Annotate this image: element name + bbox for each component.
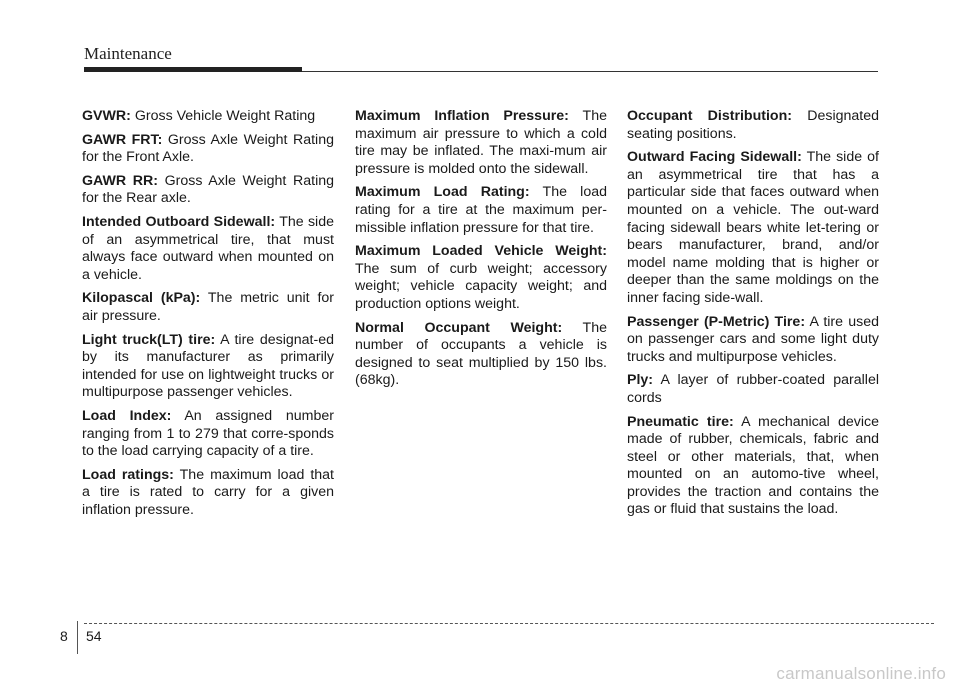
glossary-entry <box>82 108 334 126</box>
glossary-term: GAWR FRT: <box>82 131 163 148</box>
glossary-entry <box>82 467 334 520</box>
section-title: Maintenance <box>84 44 172 63</box>
glossary-term: GAWR RR: <box>82 172 158 189</box>
glossary-column-2 <box>355 108 607 396</box>
glossary-term: Occupant Distribution: <box>627 108 792 124</box>
glossary-entry <box>82 173 334 208</box>
glossary-term: Ply: <box>627 372 654 389</box>
glossary-definition: Gross Vehicle Weight Rating <box>134 108 316 124</box>
glossary-entry <box>355 184 607 237</box>
glossary-term: Normal Occupant Weight: <box>355 319 563 336</box>
glossary-definition: A tire designat-ed by its manufacturer as primarily intended for use on lightweight trucks or multipurpose passenger vehicles. <box>82 331 334 401</box>
glossary-entry <box>627 372 879 407</box>
glossary-term: Load ratings: <box>82 466 174 483</box>
glossary-definition: The side of an asymmetrical tire that has a particular side that faces outward when mounted on a vehicle. The out-ward facing sidewall bears white let-tering or bears manufacturer, brand, and/or model name molding that is higher or deeper than the same moldings on the inner facing side-wall. <box>627 149 879 306</box>
glossary-entry <box>627 314 879 367</box>
glossary-entry <box>627 108 879 143</box>
glossary-definition: A mechanical device made of rubber, chemicals, fabric and steel or other materials, that, when mounted on an automo-tive wheel, provides the traction and contains the gas or fluid that sustains the load. <box>627 413 879 518</box>
glossary-entry <box>355 320 607 390</box>
glossary-column-1 <box>82 108 334 525</box>
glossary-entry <box>355 108 607 178</box>
glossary-definition: The metric unit for air pressure. <box>82 290 335 324</box>
glossary-definition: Gross Axle Weight Rating for the Front Axle. <box>82 131 334 166</box>
glossary-term: Pneumatic tire: <box>627 413 734 430</box>
glossary-entry <box>82 214 334 284</box>
glossary-term: Passenger (P-Metric) Tire: <box>627 313 806 330</box>
glossary-term: Light truck(LT) tire: <box>82 331 216 348</box>
glossary-term: Maximum Inflation Pressure: <box>355 108 569 124</box>
glossary-definition: The maximum load that a tire is rated to carry for a given inflation pressure. <box>82 466 335 518</box>
glossary-definition: A tire used on passenger cars and some light duty trucks and multipurpose vehicles. <box>627 313 879 365</box>
glossary-entry <box>627 414 879 520</box>
glossary-definition: The number of occupants a vehicle is designed to seat multiplied by 150 lbs. (68kg). <box>355 319 607 389</box>
glossary-entry <box>82 132 334 167</box>
glossary-entry <box>82 290 334 325</box>
glossary-term: GVWR: <box>82 108 131 124</box>
glossary-term: Maximum Loaded Vehicle Weight: <box>355 243 607 260</box>
glossary-definition: The load rating for a tire at the maximum per-missible inflation pressure for that tire. <box>355 184 607 236</box>
footer-rule <box>84 623 934 624</box>
glossary-column-3 <box>627 108 879 525</box>
glossary-term: Outward Facing Sidewall: <box>627 149 802 166</box>
glossary-definition: The maximum air pressure to which a cold tire may be inflated. The maxi-mum air pressure is molded onto the sidewall. <box>355 108 607 177</box>
glossary-definition: The side of an asymmetrical tire, that must always face outward when mounted on a vehicle. <box>82 213 334 283</box>
glossary-entry <box>82 332 334 402</box>
glossary-definition: The sum of curb weight; accessory weight; vehicle capacity weight; and production options weight. <box>355 260 607 312</box>
glossary-definition: A layer of rubber-coated parallel cords <box>627 372 879 406</box>
glossary-entry <box>627 149 879 307</box>
watermark: carmanualsonline.info <box>776 664 946 683</box>
glossary-term: Kilopascal (kPa): <box>82 290 201 307</box>
page-number: 54 <box>86 628 102 644</box>
glossary-term: Maximum Load Rating: <box>355 184 530 201</box>
header-rule-accent <box>84 67 302 72</box>
glossary-definition: Designated seating positions. <box>627 108 879 142</box>
footer-divider <box>77 621 78 654</box>
glossary-entry <box>82 408 334 461</box>
glossary-term: Load Index: <box>82 407 172 424</box>
glossary-definition: Gross Axle Weight Rating for the Rear axle. <box>82 172 334 207</box>
glossary-term: Intended Outboard Sidewall: <box>82 213 276 230</box>
glossary-entry <box>355 243 607 313</box>
glossary-definition: An assigned number ranging from 1 to 279 that corre-sponds to the load carrying capacity of a tire. <box>82 407 334 460</box>
chapter-number: 8 <box>60 628 68 644</box>
